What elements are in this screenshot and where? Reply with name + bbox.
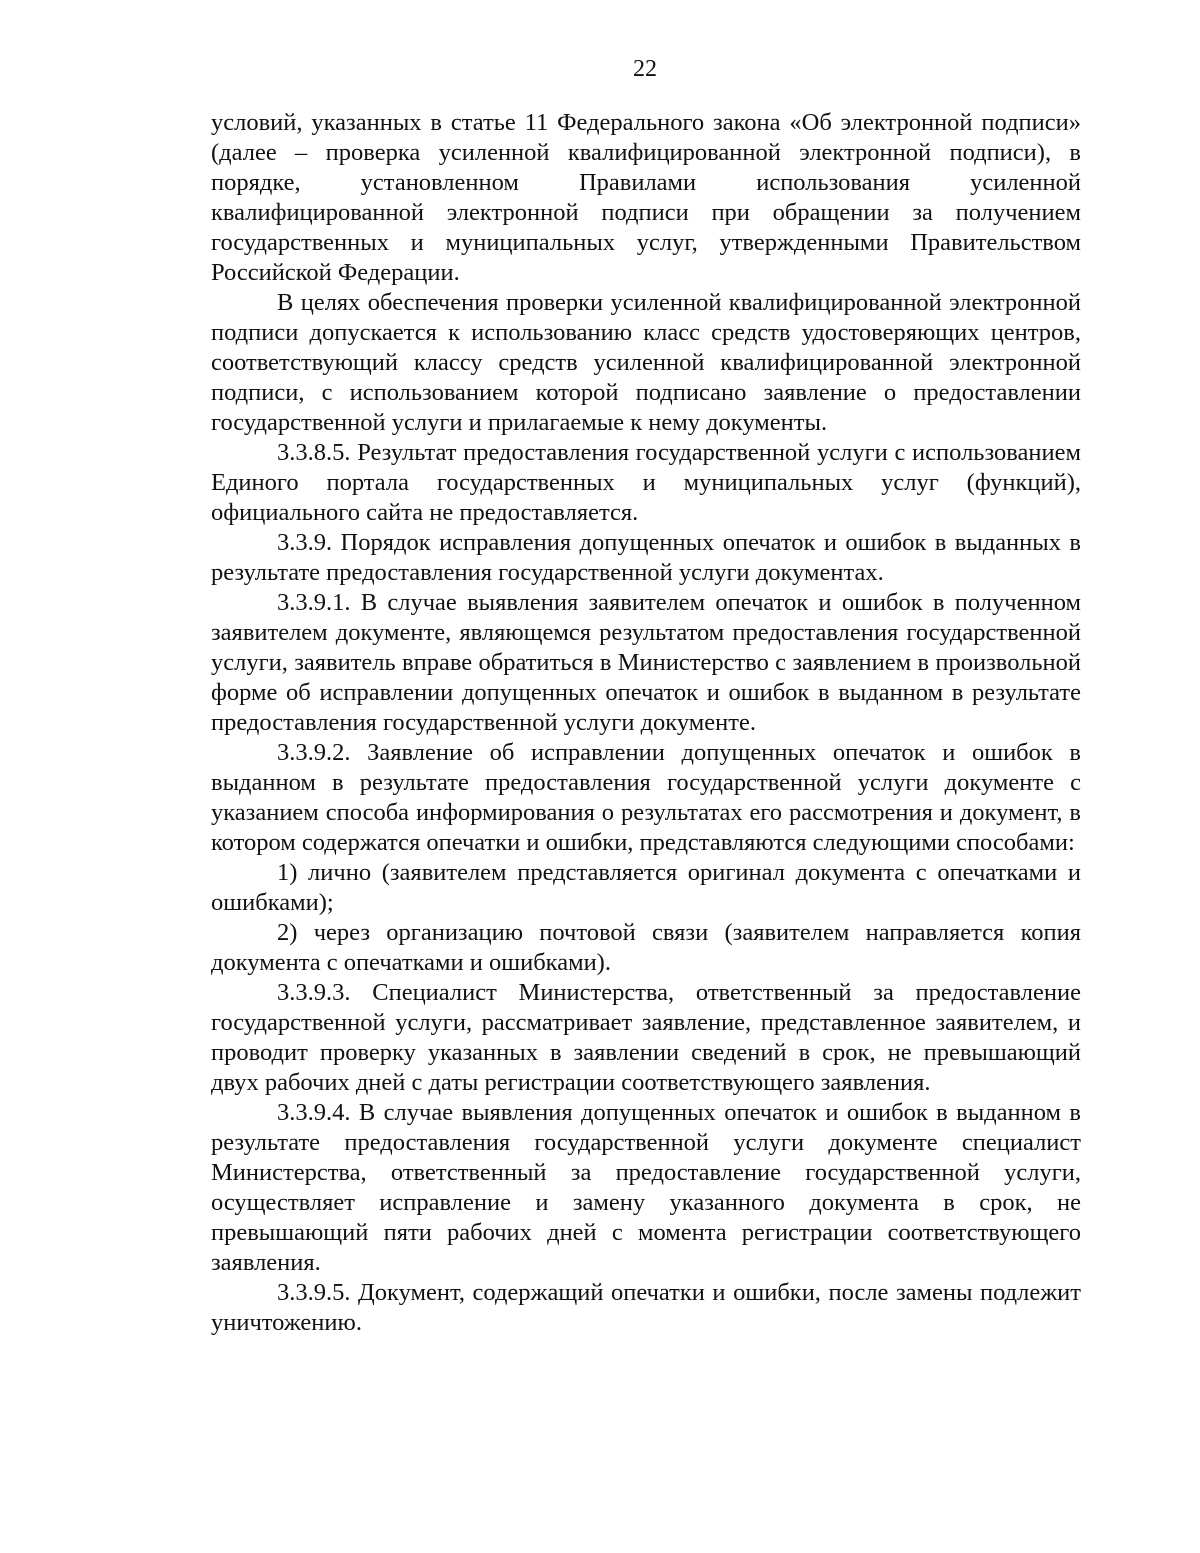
paragraph-signature-check: В целях обеспечения проверки усиленной квалифицированной электронной подписи допускается к использованию класс средств удостоверяющих центров, соответствующий классу средств усиленной квалифицированной электронной подписи, с использованием которой подписано заявление о предоставлении государственной услуги и прилагаемые к нему документы. <box>211 289 1081 436</box>
paragraph-3-3-8-5: 3.3.8.5. Результат предоставления государственной услуги с использованием Единого портала государственных и муниципальных услуг (функций), официального сайта не предоставляется. <box>211 439 1081 526</box>
paragraph-3-3-9-3: 3.3.9.3. Специалист Министерства, ответственный за предоставление государственной услуги, рассматривает заявление, представленное заявителем, и проводит проверку указанных в заявлении сведений в срок, не превышающий двух рабочих дней с даты регистрации соответствующего заявления. <box>211 979 1081 1096</box>
paragraph-continuation: условий, указанных в статье 11 Федерального закона «Об электронной подписи» (далее – проверка усиленной квалифицированной электронной подписи), в порядке, установленном Правилами использования усиленной квалифицированной электронной подписи при обращении за получением государственных и муниципальных услуг, утвержденными Правительством Российской Федерации. <box>211 109 1081 286</box>
list-item-1: 1) лично (заявителем представляется оригинал документа с опечатками и ошибками); <box>211 859 1081 916</box>
paragraph-3-3-9-5: 3.3.9.5. Документ, содержащий опечатки и ошибки, после замены подлежит уничтожению. <box>211 1279 1081 1336</box>
paragraph-3-3-9: 3.3.9. Порядок исправления допущенных опечаток и ошибок в выданных в результате предоставления государственной услуги документах. <box>211 529 1081 586</box>
paragraph-3-3-9-4: 3.3.9.4. В случае выявления допущенных опечаток и ошибок в выданном в результате предоставления государственной услуги документе специалист Министерства, ответственный за предоставление государственной услуги, осуществляет исправление и замену указанного документа в срок, не превышающий пяти рабочих дней с момента регистрации соответствующего заявления. <box>211 1099 1081 1276</box>
paragraph-3-3-9-2: 3.3.9.2. Заявление об исправлении допущенных опечаток и ошибок в выданном в результате предоставления государственной услуги документе с указанием способа информирования о результатах его рассмотрения и документ, в котором содержатся опечатки и ошибки, представляются следующими способами: <box>211 739 1081 856</box>
page-number: 22 <box>633 56 657 82</box>
paragraph-3-3-9-1: 3.3.9.1. В случае выявления заявителем опечаток и ошибок в полученном заявителем документе, являющемся результатом предоставления государственной услуги, заявитель вправе обратиться в Министерство с заявлением в произвольной форме об исправлении допущенных опечаток и ошибок в выданном в результате предоставления государственной услуги документе. <box>211 589 1081 736</box>
list-item-2: 2) через организацию почтовой связи (заявителем направляется копия документа с опечатками и ошибками). <box>211 919 1081 976</box>
document-body <box>211 108 1081 1338</box>
